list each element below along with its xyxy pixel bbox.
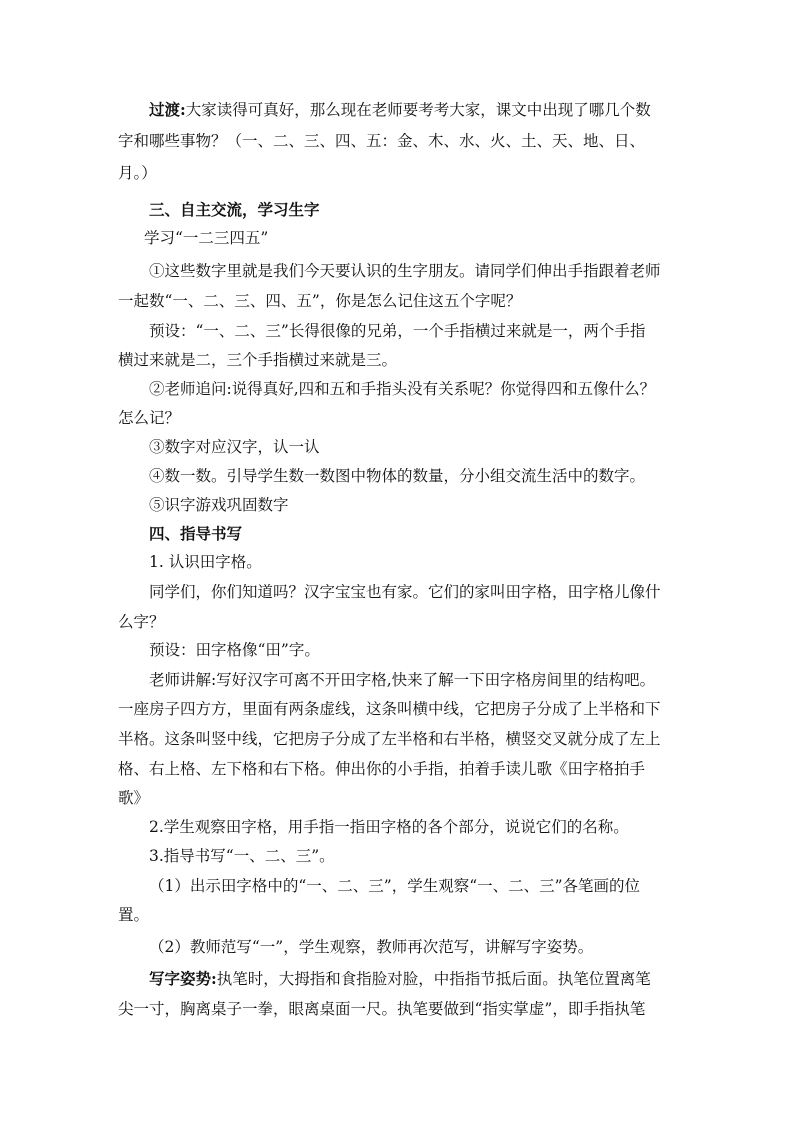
item-2-line-1: ②老师追问:说得真好,四和五和手指头没有关系呢？你觉得四和五像什么？: [149, 380, 656, 398]
section-3-heading: 三、自主交流，学习生字: [149, 200, 320, 219]
subsection-3: 3.指导书写“一、二、三”。: [149, 847, 335, 865]
posture-line-2: 尖一寸，胸离桌子一拳，眼离桌面一尺。执笔要做到“指实掌虚”，即手指执笔: [118, 1000, 646, 1018]
transition-line-2: 字和哪些事物？（一、二、三、四、五：金、木、水、火、土、天、地、日、: [118, 132, 646, 150]
teacher-line-2: 一座房子四方方，里面有两条虚线，这条叫横中线，它把房子分成了上半格和下: [118, 700, 661, 718]
item-3: ③数字对应汉字，认一认: [149, 438, 320, 456]
teacher-line-3: 半格。这条叫竖中线，它把房子分成了左半格和右半格，横竖交叉就分成了左上: [118, 730, 661, 748]
posture-line-1: [149, 963, 674, 995]
posture-text: 执笔时，大拇指和食指脸对脸，中指指节抵后面。执笔位置离笔: [216, 970, 651, 988]
subsection-2: 2.学生观察田字格，用手指一指田字格的各个部分，说说它们的名称。: [149, 818, 629, 836]
transition-text: 大家读得可真好，那么现在老师要考考大家，课文中出现了哪几个数: [185, 101, 651, 119]
question-line-2: 么字？: [118, 613, 165, 631]
item-2-line-2: 怎么记？: [118, 409, 181, 427]
teacher-line-5: 歌》: [118, 789, 150, 807]
subsection-1: 1. 认识田字格。: [149, 553, 262, 571]
learn-line: 学习“一二三四五”: [144, 229, 269, 247]
subsection-3a-line-1: （1）出示田字格中的“一、二、三”，学生观察“一、二、三”各笔画的位: [149, 877, 641, 895]
transition-label: 过渡:: [149, 100, 186, 119]
item-1-line-2: 一起数“一、二、三、四、五”，你是怎么记住这五个字呢？: [118, 292, 522, 310]
section-4-heading: 四、指导书写: [149, 524, 243, 543]
subsection-3a-line-2: 置。: [118, 906, 150, 924]
item-5: ⑤识字游戏巩固数字: [149, 496, 289, 514]
preset-1-line-1: 预设：“一、二、三”长得很像的兄弟，一个手指横过来就是一，两个手指: [149, 322, 646, 340]
teacher-line-4: 格、右上格、左下格和右下格。伸出你的小手指，拍着手读儿歌《田字格拍手: [118, 760, 646, 778]
subsection-3b: （2）教师范写“一”，学生观察，教师再次范写，讲解写字姿势。: [149, 938, 594, 956]
transition-line-3: 月。）: [118, 164, 157, 182]
posture-label: 写字姿势:: [149, 969, 217, 988]
preset-2: 预设：田字格像“田”字。: [149, 641, 320, 659]
item-4: ④数一数。引导学生数一数图中物体的数量，分小组交流生活中的数字。: [149, 467, 646, 485]
teacher-line-1: 老师讲解:写好汉字可离不开田字格,快来了解一下田字格房间里的结构吧。: [149, 671, 656, 689]
transition-line-1: [149, 94, 674, 126]
question-line-1: 同学们，你们知道吗？汉字宝宝也有家。它们的家叫田字格，田字格儿像什: [149, 583, 661, 601]
item-1-line-1: ①这些数字里就是我们今天要认识的生字朋友。请同学们伸出手指跟着老师: [149, 262, 661, 280]
preset-1-line-2: 横过来就是二，三个手指横过来就是三。: [118, 351, 398, 369]
